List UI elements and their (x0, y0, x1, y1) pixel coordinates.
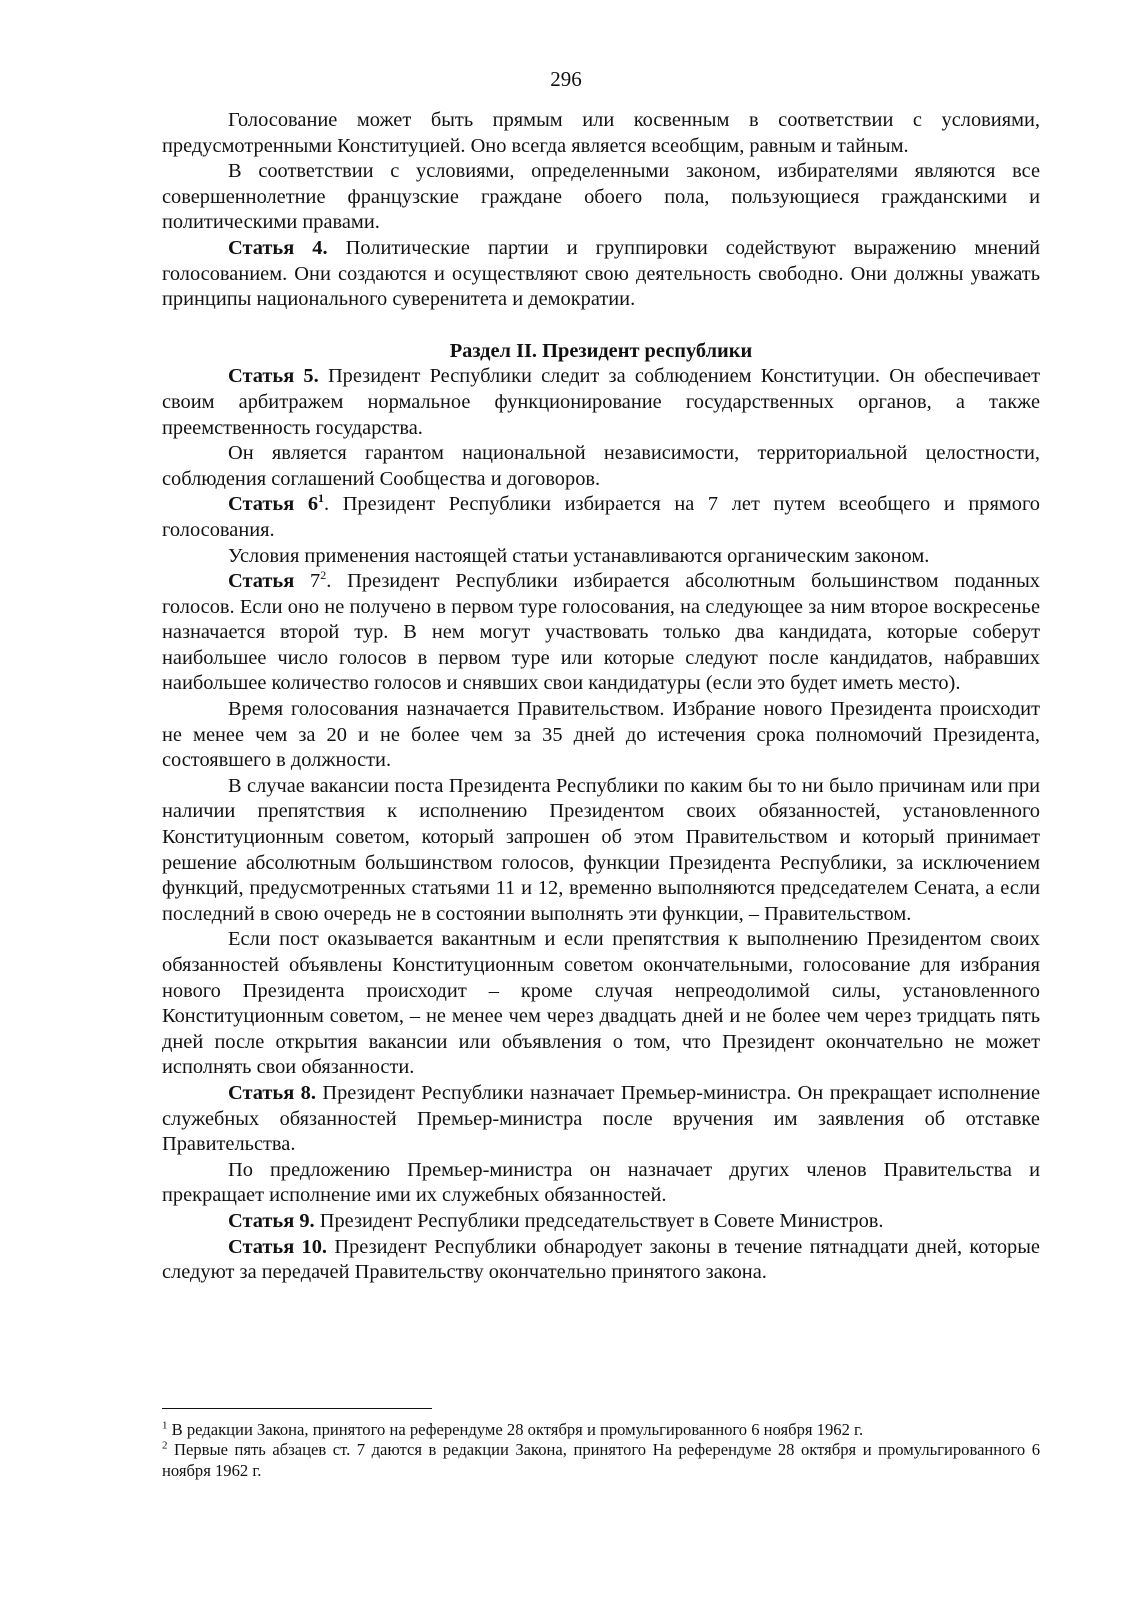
article-6 (162, 492, 1040, 543)
paragraph-text: Если пост оказывается вакантным и если препятствия к выполнению Президентом своих обязанностей объявлены Конституционным советом окончательными, голосование для избрания нового Президента происходит – кроме случая непреодолимой силы, установленного Конституционным советом, – не менее чем через двадцать дней и не более чем через тридцать пять дней после открытия вакансии или объявления о том, что Президент окончательно не может исполнять свои обязанности. (162, 928, 1040, 1079)
footnote-ref[interactable]: 1 (318, 491, 325, 506)
paragraph-text: По предложению Премьер-министра он назначает других членов Правительства и прекращает исполнение ими их служебных обязанностей. (162, 1158, 1040, 1207)
footnote-marker: 1 (162, 1419, 168, 1432)
paragraph-text: Он является гарантом национальной независимости, территориальной целостности, соблюдения соглашений Сообщества и договоров. (162, 442, 1040, 490)
footnote-text: В редакции Закона, принятого на референдуме 28 октября и промульгированного 6 ноября 1962 г. (167, 1420, 864, 1439)
article-text: Президент Республики председательствует в Совете Министров. (314, 1209, 884, 1232)
main-text (162, 108, 1040, 1286)
paragraph-text: В соответствии с условиями, определенными законом, избирателями являются все совершеннолетние французские граждане обоего пола, пользующиеся гражданскими и политическими правами. (162, 160, 1040, 234)
footnote-1 (162, 1420, 1040, 1440)
page-number: 296 (550, 67, 582, 91)
paragraph-organic-law (162, 544, 1040, 570)
article-label: Статья 9. (228, 1209, 315, 1232)
section-title: Раздел II. Президент республики (449, 339, 753, 362)
article-label: Статья 8. (228, 1081, 316, 1104)
paragraph-voting-types (162, 108, 1040, 159)
article-text: Президент Республики назначает Премьер-министра. Он прекращает исполнение служебных обязанностей Премьер-министра после вручения им заявления об отставке Правительства. (162, 1081, 1040, 1156)
footnote-divider (162, 1408, 432, 1409)
article-7 (162, 569, 1040, 697)
paragraph-text: Условия применения настоящей статьи устанавливаются органическим законом. (228, 544, 930, 567)
article-9 (162, 1209, 1040, 1235)
article-10 (162, 1235, 1040, 1286)
paragraph-electors (162, 159, 1040, 236)
article-text: Политические партии и группировки содействуют выражению мнений голосованием. Они создаются и осуществляют свою деятельность свободно. Они должны уважать принципы национального суверенитета и демократии. (162, 236, 1040, 311)
article-label: Статья 5. (228, 365, 319, 388)
article-label: Статья 4. (228, 236, 328, 259)
paragraph-guarantor (162, 441, 1040, 492)
article-text: . Президент Республики избирается абсолютным большинством поданных голосов. Если оно не получено в первом туре голосования, на следующее за ним второе воскресенье назначается второй тур. В нем могут участвовать только два кандидата, которые соберут наибольшее число голосов в первом туре или которые следуют после кандидатов, набравших наибольшее количество голосов и снявших свои кандидатуры (если это будет иметь место). (162, 570, 1040, 695)
article-text: Президент Республики обнародует законы в течение пятнадцати дней, которые следуют за передачей Правительству окончательно принятого закона. (162, 1235, 1040, 1284)
article-text: . Президент Республики избирается на 7 лет путем всеобщего и прямого голосования. (162, 493, 1040, 541)
footnote-2 (162, 1440, 1040, 1481)
footnotes (162, 1420, 1040, 1481)
article-8 (162, 1081, 1040, 1158)
paragraph-text: В случае вакансии поста Президента Республики по каким бы то ни было причинам или при наличии препятствия к исполнению Президентом своих обязанностей, установленного Конституционным советом, который запрошен об этом Правительством и который принимает решение абсолютным большинством голосов, функции Президента Республики, за исключением функций, предусмотренных статьями 11 и 12, временно выполняются председателем Сената, а если последний в свою очередь не в состоянии выполнять эти функции, – Правительством. (162, 774, 1040, 925)
footnote-ref[interactable]: 2 (320, 568, 327, 583)
article-number: 7 (294, 570, 321, 593)
article-label: Статья 6 (228, 493, 319, 516)
footnote-text: Первые пять абзацев ст. 7 даются в редакции Закона, принятого На референдуме 28 октября и промульгированного 6 ноября 1962 г. (162, 1440, 1040, 1480)
paragraph-text: Голосование может быть прямым или косвенным в соответствии с условиями, предусмотренными Конституцией. Оно всегда является всеобщим, равным и тайным. (162, 109, 1040, 157)
section-heading (162, 339, 1040, 365)
footnote-marker: 2 (162, 1439, 168, 1452)
paragraph-text: Время голосования назначается Правительством. Избрание нового Президента происходит не менее чем за 20 и не более чем за 35 дней до истечения срока полномочий Президента, состоявшего в должности. (162, 698, 1040, 772)
article-label: Статья (228, 570, 295, 593)
article-label: Статья 10. (228, 1235, 328, 1258)
article-5 (162, 364, 1040, 441)
paragraph-vacancy-final (162, 927, 1040, 1081)
article-4 (162, 236, 1040, 313)
article-text: Президент Республики следит за соблюдением Конституции. Он обеспечивает своим арбитражем нормальное функционирование государственных органов, а также преемственность государства. (162, 365, 1040, 439)
paragraph-government-members (162, 1158, 1040, 1209)
paragraph-election-timing (162, 697, 1040, 774)
paragraph-vacancy (162, 774, 1040, 928)
